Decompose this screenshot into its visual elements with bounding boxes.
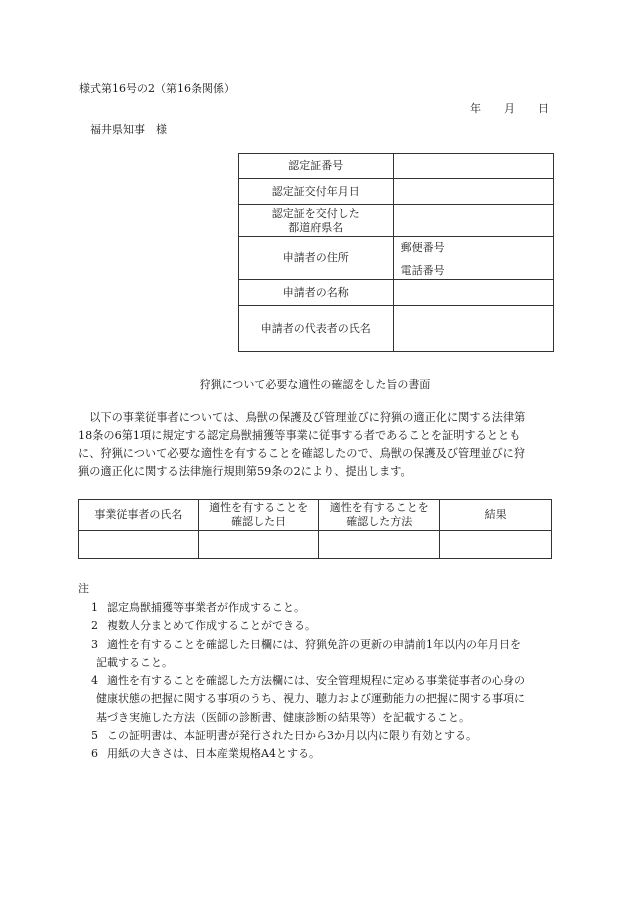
cell-result [440,531,552,559]
note-text: この証明書は、本証明書が発行された日から3か月以内に限り有効とする。 [107,729,477,743]
header-confirmation-date-line2: 確認した日 [231,515,287,528]
header-confirmation-date [198,500,319,531]
note-text-continued: 健康状態の把握に関する事項のうち、視力、聴力および運動能力の把握に関する事項に [96,692,525,706]
note-text: 用紙の大きさは、日本産業規格A4とする。 [107,747,320,761]
header-employee-name-text: 事業従事者の氏名 [94,508,183,521]
date-month: 月 [504,102,515,115]
notes-list [78,599,556,764]
header-result [440,500,552,531]
issuing-prefecture-value [393,205,553,237]
applicant-name-value [393,280,553,306]
representative-name-value [393,306,553,352]
note-item [78,617,556,635]
header-result-text: 結果 [484,508,507,521]
body-line: 18条の6第1項に規定する認定鳥獣捕獲等事業に従事する者であることを証明するととも [78,429,521,442]
note-number: 5 [91,729,98,743]
cert-issue-date-value [393,179,553,205]
note-text-continued: 基づき実施した方法（医師の診断書、健康診断の結果等）を記載すること。 [96,710,470,724]
cell-confirmation-method [319,531,440,559]
employee-confirmation-table [78,499,552,559]
note-text-continued: 記載すること。 [96,655,173,669]
body-line: に、狩猟について必要な適性を有することを確認したので、鳥獣の保護及び管理並びに狩 [78,447,526,460]
note-number: 2 [91,619,98,633]
representative-name-label: 申請者の代表者の氏名 [239,306,394,352]
header-confirmation-method [319,500,440,531]
date-day: 日 [538,102,549,115]
note-text: 適性を有することを確認した日欄には、狩猟免許の更新の申請前1年以内の年月日を [107,637,521,651]
form-number: 様式第16号の2（第16条関係） [79,82,235,95]
body-paragraph [78,409,553,481]
note-number: 3 [91,637,98,651]
cell-employee-name [79,531,199,559]
notes-heading: 注 [78,582,89,595]
certificate-info-table [238,153,554,352]
note-item [78,672,556,727]
issuing-prefecture-label-line1: 認定証を交付した [271,206,360,220]
cert-number-label: 認定証番号 [239,154,394,179]
addressee: 福井県知事 様 [90,123,167,136]
phone-number-label: 電話番号 [400,264,445,277]
body-line: 以下の事業従事者については、鳥獣の保護及び管理並びに狩猟の適正化に関する法律第 [78,411,526,424]
note-text: 適性を有することを確認した方法欄には、安全管理規程に定める事業従事者の心身の [107,674,525,688]
header-confirmation-method-line1: 適性を有することを [329,501,429,514]
issuing-prefecture-label [239,205,394,237]
document-title: 狩猟について必要な適性の確認をした旨の書面 [199,378,431,391]
applicant-name-label: 申請者の名称 [239,280,394,306]
issuing-prefecture-label-line2: 都道府県名 [288,220,344,234]
applicant-address-value [393,237,553,280]
header-employee-name [79,500,199,531]
note-number: 6 [91,747,98,761]
cert-issue-date-label: 認定証交付年月日 [239,179,394,205]
note-item [78,745,556,763]
postal-code-label: 郵便番号 [400,241,445,254]
date-year: 年 [470,102,481,115]
header-confirmation-date-line1: 適性を有することを [209,501,309,514]
note-item [78,636,556,673]
cell-confirmation-date [198,531,319,559]
note-text: 複数人分まとめて作成することができる。 [107,619,316,633]
note-number: 4 [91,674,98,688]
header-confirmation-method-line2: 確認した方法 [346,515,413,528]
cert-number-value [393,154,553,179]
note-number: 1 [91,601,98,614]
note-text: 認定鳥獣捕獲等事業者が作成すること。 [107,601,305,614]
body-line: 猟の適正化に関する法律施行規則第59条の2により、提出します。 [78,465,412,478]
note-item [78,727,556,745]
applicant-address-label: 申請者の住所 [239,237,394,280]
note-item [78,599,556,617]
date-line [470,100,549,116]
